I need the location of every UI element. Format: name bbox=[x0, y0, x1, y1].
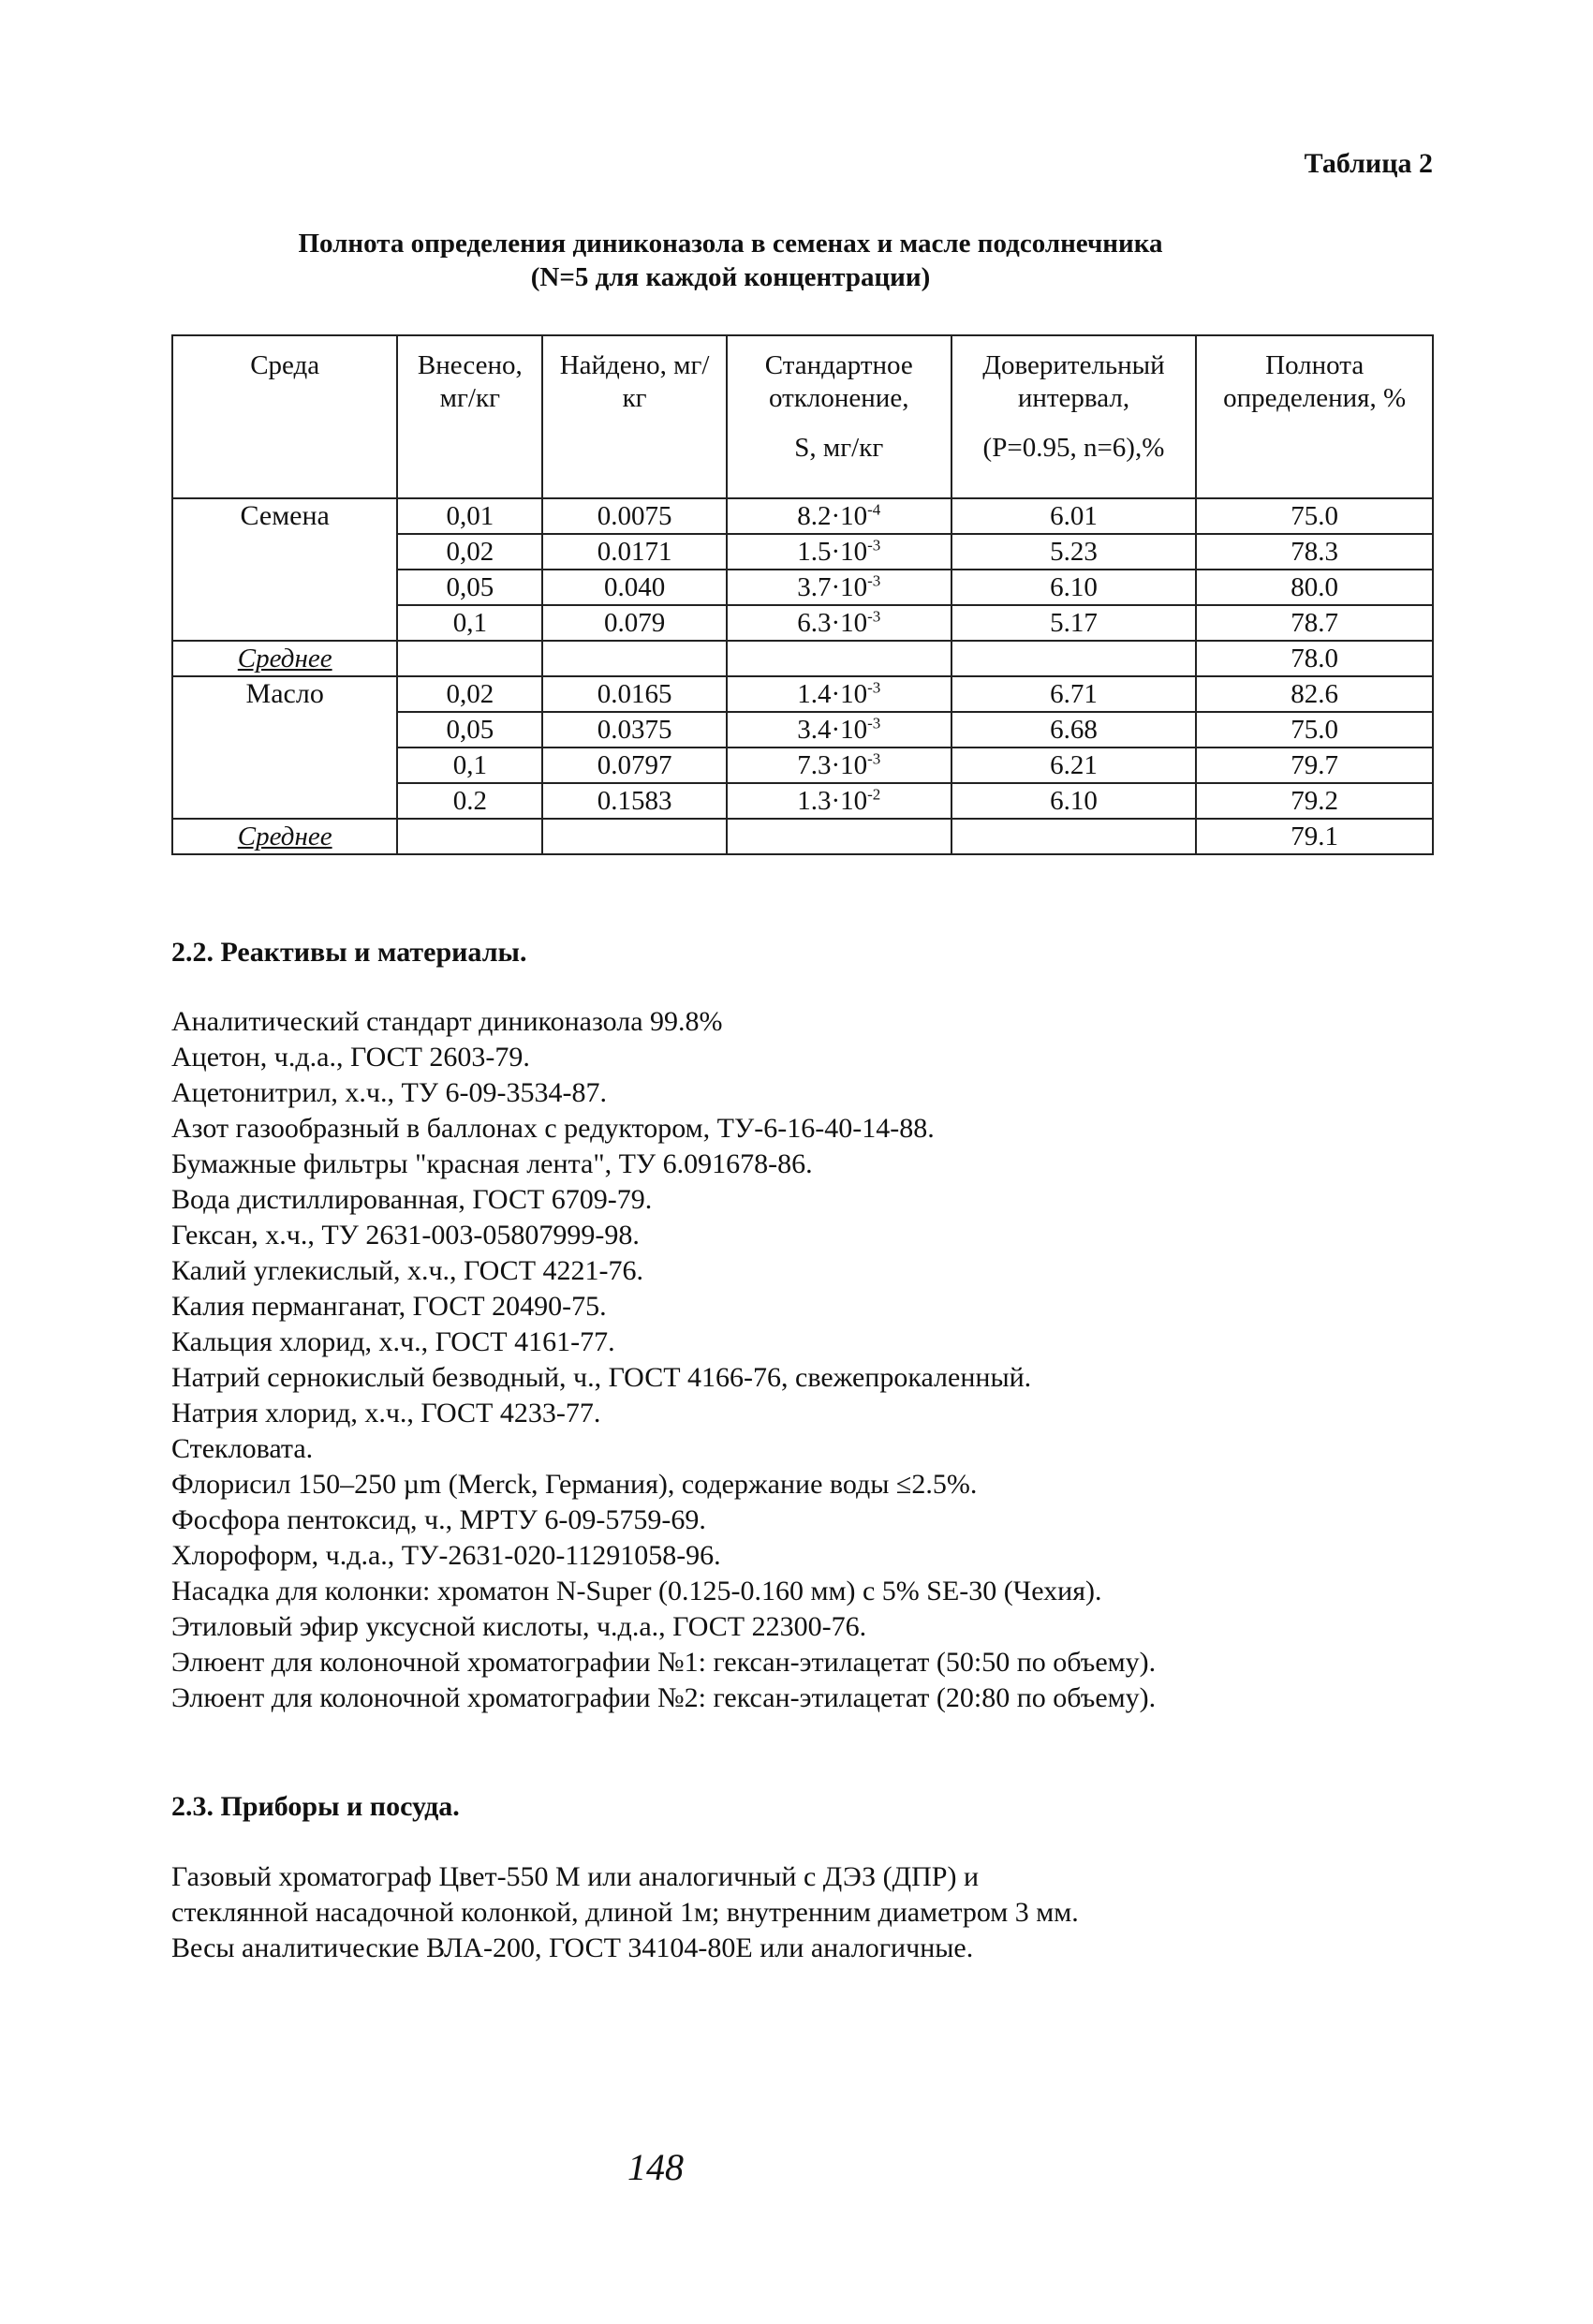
sd-cell: $7.3\cdot 10^{-3}$ bbox=[727, 748, 951, 783]
paragraph-line: стеклянной насадочной колонкой, длиной 1м; внутренним диаметром 3 мм. bbox=[171, 1897, 1079, 1928]
found-cell: 0.040 bbox=[542, 570, 727, 605]
table-title-line-1: Полнота определения диниконазола в семенах и масле подсолнечника bbox=[298, 229, 1163, 259]
average-row bbox=[172, 641, 1433, 676]
matrix-cell: Семена bbox=[172, 498, 397, 641]
recovery-cell: 75.0 bbox=[1196, 498, 1433, 534]
average-row bbox=[172, 819, 1433, 854]
page-number: 148 bbox=[627, 2146, 684, 2188]
list-item: Калий углекислый, х.ч., ГОСТ 4221-76. bbox=[171, 1255, 644, 1286]
ci-cell: 6.10 bbox=[951, 570, 1197, 605]
list-item: Натрий сернокислый безводный, ч., ГОСТ 4166-76, свежепрокаленный. bbox=[171, 1362, 1032, 1393]
header-found: Найдено, мг/кг bbox=[542, 335, 727, 498]
ci-cell: 6.68 bbox=[951, 712, 1197, 748]
sd-cell: $1.4\cdot 10^{-3}$ bbox=[727, 676, 951, 712]
header-recovery: Полнота определения, % bbox=[1196, 335, 1433, 498]
instruments-paragraph bbox=[171, 1859, 1079, 1966]
recovery-cell: 75.0 bbox=[1196, 712, 1433, 748]
list-item: Стекловата. bbox=[171, 1433, 314, 1464]
header-sd-label: Стандартное отклонение, bbox=[764, 350, 913, 413]
ci-cell: 5.23 bbox=[951, 534, 1197, 570]
list-item: Натрия хлорид, х.ч., ГОСТ 4233-77. bbox=[171, 1398, 601, 1428]
table-title bbox=[187, 227, 1274, 294]
recovery-cell: 78.7 bbox=[1196, 605, 1433, 641]
ci-cell: 6.71 bbox=[951, 676, 1197, 712]
average-value: 79.1 bbox=[1196, 819, 1433, 854]
average-value: 78.0 bbox=[1196, 641, 1433, 676]
paragraph-line: Газовый хроматограф Цвет-550 М или аналогичный с ДЭЗ (ДПР) и bbox=[171, 1861, 980, 1892]
ci-cell: 6.10 bbox=[951, 783, 1197, 819]
average-label: Среднее bbox=[172, 819, 397, 854]
list-item: Фосфора пентоксид, ч., МРТУ 6-09-5759-69. bbox=[171, 1504, 706, 1535]
list-item: Ацетонитрил, х.ч., ТУ 6-09-3534-87. bbox=[171, 1077, 607, 1108]
list-item: Насадка для колонки: хроматон N-Super (0.125-0.160 мм) с 5% SE-30 (Чехия). bbox=[171, 1576, 1102, 1606]
matrix-cell: Масло bbox=[172, 676, 397, 819]
found-cell: 0.1583 bbox=[542, 783, 727, 819]
list-item: Вода дистиллированная, ГОСТ 6709-79. bbox=[171, 1184, 653, 1215]
found-cell: 0.0797 bbox=[542, 748, 727, 783]
table-row bbox=[172, 676, 1433, 712]
table-row bbox=[172, 498, 1433, 534]
ci-cell: 6.21 bbox=[951, 748, 1197, 783]
sd-cell: $3.4\cdot 10^{-3}$ bbox=[727, 712, 951, 748]
list-item: Флорисил 150–250 µm (Merck, Германия), содержание воды ≤2.5%. bbox=[171, 1469, 978, 1500]
added-cell: 0,01 bbox=[397, 498, 542, 534]
section-heading-instruments: 2.3. Приборы и посуда. bbox=[171, 1791, 460, 1822]
found-cell: 0.079 bbox=[542, 605, 727, 641]
list-item: Элюент для колоночной хроматографии №1: гексан-этилацетат (50:50 по объему). bbox=[171, 1647, 1157, 1678]
list-item: Аналитический стандарт диниконазола 99.8% bbox=[171, 1006, 723, 1037]
header-sd-unit: S, мг/кг bbox=[794, 433, 884, 463]
table-header-row bbox=[172, 335, 1433, 498]
recovery-cell: 78.3 bbox=[1196, 534, 1433, 570]
sd-cell: $8.2\cdot 10^{-4}$ bbox=[727, 498, 951, 534]
list-item: Бумажные фильтры "красная лента", ТУ 6.091678-86. bbox=[171, 1148, 813, 1179]
found-cell: 0.0075 bbox=[542, 498, 727, 534]
table-title-line-2: (N=5 для каждой концентрации) bbox=[530, 262, 931, 292]
recovery-cell: 79.2 bbox=[1196, 783, 1433, 819]
sd-cell: $3.7\cdot 10^{-3}$ bbox=[727, 570, 951, 605]
section-heading-reagents: 2.2. Реактивы и материалы. bbox=[171, 937, 527, 968]
table-label: Таблица 2 bbox=[1304, 148, 1433, 179]
found-cell: 0.0375 bbox=[542, 712, 727, 748]
header-ci-unit: (P=0.95, n=6),% bbox=[982, 433, 1165, 463]
list-item: Гексан, х.ч., ТУ 2631-003-05807999-98. bbox=[171, 1220, 640, 1251]
sd-cell: $1.3\cdot 10^{-2}$ bbox=[727, 783, 951, 819]
list-item: Хлороформ, ч.д.а., ТУ-2631-020-11291058-96. bbox=[171, 1540, 721, 1571]
reagents-list bbox=[171, 1004, 1156, 1716]
added-cell: 0.2 bbox=[397, 783, 542, 819]
recovery-cell: 79.7 bbox=[1196, 748, 1433, 783]
list-item: Кальция хлорид, х.ч., ГОСТ 4161-77. bbox=[171, 1326, 615, 1357]
list-item: Элюент для колоночной хроматографии №2: гексан-этилацетат (20:80 по объему). bbox=[171, 1682, 1157, 1713]
added-cell: 0,05 bbox=[397, 712, 542, 748]
added-cell: 0,1 bbox=[397, 605, 542, 641]
list-item: Этиловый эфир уксусной кислоты, ч.д.а., ГОСТ 22300-76. bbox=[171, 1611, 867, 1642]
header-ci bbox=[951, 335, 1197, 498]
header-added: Внесено, мг/кг bbox=[397, 335, 542, 498]
ci-cell: 6.01 bbox=[951, 498, 1197, 534]
sd-cell: $6.3\cdot 10^{-3}$ bbox=[727, 605, 951, 641]
found-cell: 0.0165 bbox=[542, 676, 727, 712]
added-cell: 0,1 bbox=[397, 748, 542, 783]
recovery-table bbox=[171, 334, 1434, 855]
added-cell: 0,05 bbox=[397, 570, 542, 605]
header-ci-label: Доверительный интервал, bbox=[982, 350, 1165, 413]
header-medium: Среда bbox=[172, 335, 397, 498]
header-sd bbox=[727, 335, 951, 498]
list-item: Ацетон, ч.д.а., ГОСТ 2603-79. bbox=[171, 1042, 530, 1073]
recovery-cell: 80.0 bbox=[1196, 570, 1433, 605]
paragraph-line: Весы аналитические ВЛА-200, ГОСТ 34104-80Е или аналогичные. bbox=[171, 1932, 974, 1963]
recovery-cell: 82.6 bbox=[1196, 676, 1433, 712]
ci-cell: 5.17 bbox=[951, 605, 1197, 641]
added-cell: 0,02 bbox=[397, 534, 542, 570]
added-cell: 0,02 bbox=[397, 676, 542, 712]
list-item: Азот газообразный в баллонах с редуктором, ТУ-6-16-40-14-88. bbox=[171, 1113, 935, 1144]
list-item: Калия перманганат, ГОСТ 20490-75. bbox=[171, 1291, 607, 1322]
found-cell: 0.0171 bbox=[542, 534, 727, 570]
sd-cell: $1.5\cdot 10^{-3}$ bbox=[727, 534, 951, 570]
average-label: Среднее bbox=[172, 641, 397, 676]
